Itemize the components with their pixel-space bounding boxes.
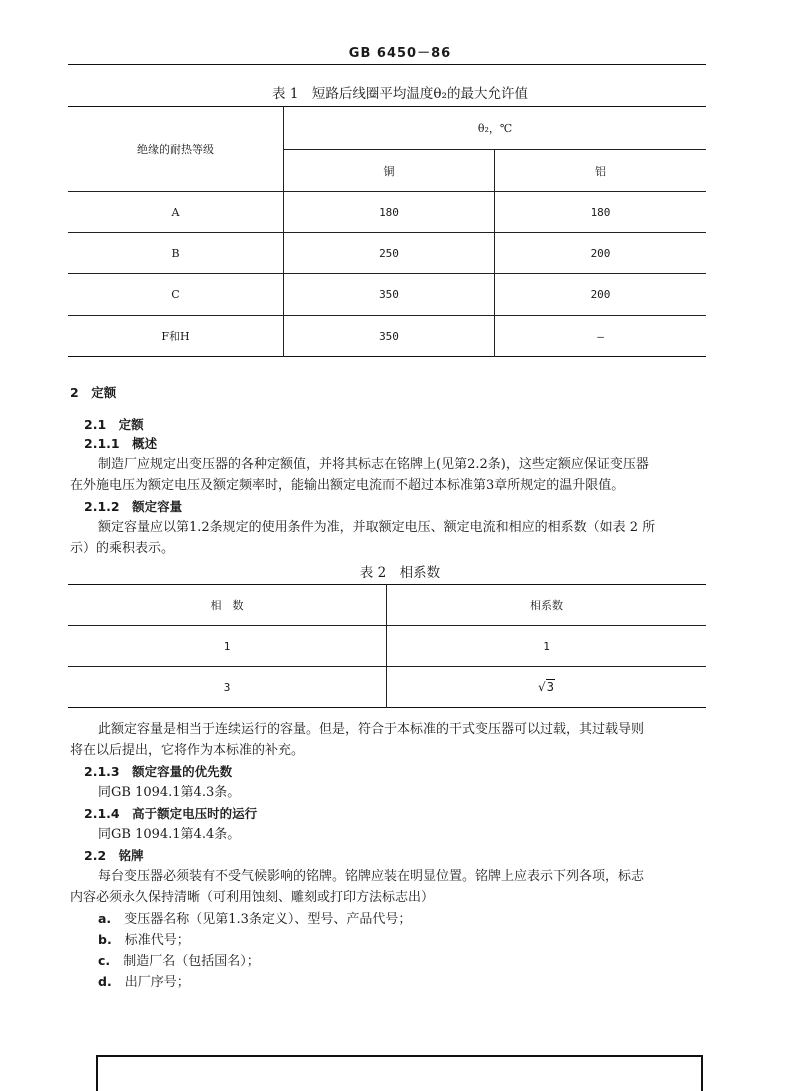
section-2-1-4-heading: 2.1.4 高于额定电压时的运行 xyxy=(84,806,258,821)
table1-cell-copper: 350 xyxy=(284,316,495,357)
paragraph-overload-line2: 将在以后提出，它将作为本标准的补充。 xyxy=(70,743,305,758)
list-item xyxy=(98,931,190,950)
table1-cell-class: A xyxy=(68,192,284,233)
table-row xyxy=(68,192,706,233)
list-item xyxy=(98,910,411,929)
table2-cell-factor xyxy=(387,667,707,708)
list-text: 制造厂名（包括国名）； xyxy=(123,954,260,969)
section-2-1-3-heading: 2.1.3 额定容量的优先数 xyxy=(84,764,233,779)
table1-cell-class: F和H xyxy=(68,316,284,357)
list-item xyxy=(98,973,190,992)
table1-cell-copper: 180 xyxy=(284,192,495,233)
section-2-heading: 2 定额 xyxy=(70,385,117,400)
paragraph-2-1-1-line2: 在外施电压为额定电压及额定频率时，能输出额定电流而不超过本标准第3章所规定的温升限值。 xyxy=(70,478,625,493)
paragraph-2-1-2-line2: 示）的乘积表示。 xyxy=(70,541,175,556)
table1-header-copper: 铜 xyxy=(284,150,495,192)
table1-cell-aluminum: 200 xyxy=(495,274,707,316)
table1-header-class: 绝缘的耐热等级 xyxy=(68,107,284,192)
table-row xyxy=(68,233,706,274)
paragraph-2-1-4: 同GB 1094.1第4.4条。 xyxy=(98,827,241,842)
table2 xyxy=(68,584,706,708)
header-rule xyxy=(68,64,706,65)
table2-caption: 表 2 相系数 xyxy=(359,565,441,581)
paragraph-2-1-2-line1: 额定容量应以第1.2条规定的使用条件为准，并取额定电压、额定电流和相应的相系数（如表 2 所 xyxy=(98,520,656,535)
paragraph-2-1-1-line1: 制造厂应规定出变压器的各种定额值，并将其标志在铭牌上(见第2.2条)，这些定额应保证变压器 xyxy=(98,457,649,472)
table1-cell-copper: 250 xyxy=(284,233,495,274)
table-row xyxy=(68,316,706,357)
table1 xyxy=(68,106,706,357)
table1-cell-aluminum: — xyxy=(495,316,707,357)
list-text: 标准代号； xyxy=(124,933,190,948)
list-marker: a. xyxy=(98,911,112,926)
table-row xyxy=(68,626,706,667)
section-2-2-heading: 2.2 铭牌 xyxy=(84,848,144,863)
table1-cell-aluminum: 200 xyxy=(495,233,707,274)
table1-header-aluminum: 铝 xyxy=(495,150,707,192)
list-text: 变压器名称（见第1.3条定义）、型号、产品代号； xyxy=(124,912,412,927)
table2-cell-phase: 1 xyxy=(68,626,387,667)
list-marker: b. xyxy=(98,932,112,947)
footer-frame xyxy=(96,1055,703,1091)
paragraph-overload-line1: 此额定容量是相当于连续运行的容量。但是，符合于本标准的干式变压器可以过载，其过载导则 xyxy=(98,722,645,737)
square-root-symbol: √3 xyxy=(538,680,554,694)
list-marker: c. xyxy=(98,953,111,968)
section-2-1-heading: 2.1 定额 xyxy=(84,417,144,432)
standard-number-header: GB 6450－86 xyxy=(348,46,452,61)
paragraph-2-2-line1: 每台变压器必须装有不受气候影响的铭牌。铭牌应装在明显位置。铭牌上应表示下列各项，标志 xyxy=(98,869,645,884)
table2-header-phase: 相 数 xyxy=(68,585,387,626)
table1-caption: 表 1 短路后线圈平均温度θ₂的最大允许值 xyxy=(272,86,528,102)
table2-cell-factor: 1 xyxy=(387,626,707,667)
paragraph-2-1-3: 同GB 1094.1第4.3条。 xyxy=(98,785,241,800)
paragraph-2-2-line2: 内容必须永久保持清晰（可利用蚀刻、雕刻或打印方法标志出） xyxy=(70,890,435,905)
section-2-1-2-heading: 2.1.2 额定容量 xyxy=(84,499,183,514)
list-text: 出厂序号； xyxy=(124,975,190,990)
table1-cell-class: C xyxy=(68,274,284,316)
table-row xyxy=(68,274,706,316)
table-row xyxy=(68,667,706,708)
section-2-1-1-heading: 2.1.1 概述 xyxy=(84,436,158,451)
table1-cell-aluminum: 180 xyxy=(495,192,707,233)
table1-header-theta: θ₂，℃ xyxy=(284,107,707,150)
square-root-radicand: 3 xyxy=(546,680,554,694)
table2-header-factor: 相系数 xyxy=(387,585,707,626)
table1-cell-copper: 350 xyxy=(284,274,495,316)
list-marker: d. xyxy=(98,974,112,989)
list-item xyxy=(98,952,260,971)
table1-cell-class: B xyxy=(68,233,284,274)
table2-cell-phase: 3 xyxy=(68,667,387,708)
